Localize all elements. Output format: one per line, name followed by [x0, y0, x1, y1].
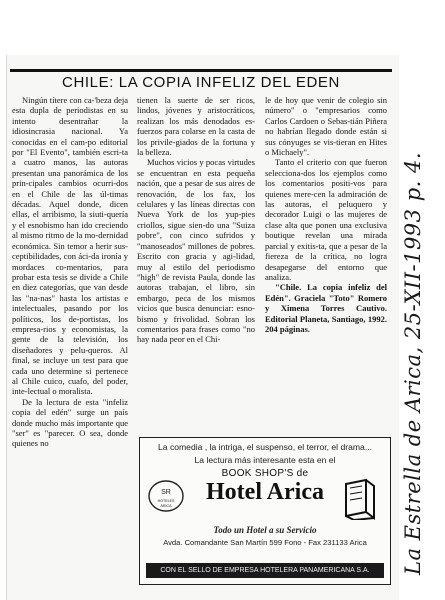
column-1-paragraph-2: De la lectura de esta "infeliz copia del edén" surge un país donde mucho más importante que "ser" es "parecer. O sea, donde quienes no	[12, 396, 128, 449]
hotel-advertisement	[139, 437, 391, 585]
article-headline: CHILE: LA COPIA INFELIZ DEL EDEN	[62, 74, 340, 91]
article-column-1	[12, 95, 128, 595]
ad-hotel-name: Hotel Arica	[206, 479, 324, 505]
column-2-paragraph-1: tienen la suerte de ser ricos, lindos, jóvenes y aristocráticos, realizan los más denodados es-fuerzos para colarse en la casta de los privile-giados de la fortuna y la belleza.	[137, 95, 255, 158]
column-1-paragraph-1: Ningún títere con ca-'beza deja esta dupla de periodistas en su intento desentrañar la idiosincrasia nacional. Ya conocidas en el cam-po editorial por "El Evento", también escri-ta a cuatro manos, las autoras presentan una panorámica de los prin-cipales cambios ocurri-dos en el Chile de las úl-timas décadas. Aquel donde, dicen ellas, el arribismo, la siuti-quería y el esnobismo han ido creciendo al mismo ritmo de la mo-dernidad económica. Sin temor a herir sus-ceptibilidades, con áci-da ironía y mordaces co-mentarios, para probar esta tesis se divide a Chile en diez categorías, que van desde las "na-nas" hasta los artistas e intelectuales, pasando por los políticos, los de-portistas, los empresa-rios y economistas, la gente de la televisión, los diseñadores y pelu-queros. Al final, se incluye un test para que cada uno determine si pertenece al Chile cuico, cuafo, del poder, inte-lectual o moralista.	[12, 95, 128, 397]
ad-slogan: Todo un Hotel a su Servicio	[213, 525, 317, 535]
ad-address: Avda. Comandante San Martín 599 Fono - Fax 231133 Arica	[163, 538, 367, 547]
svg-text:ARICA: ARICA	[160, 504, 172, 508]
handwritten-source-note	[382, 70, 442, 585]
column-2-paragraph-2: Muchos vicios y pocas virtudes se encuentran en esta pequeña nación, que a pesar de sus aires de renovación, de los fax, los celulares y las líneas directas con Nueva York de los yup-pies criollos, sigue sien-do una "Suiza pobre", con cinco sufridos y "manoseados" millones de pobres. Escrito con gracia y agi-lidad, muy al estilo del periodismo "high" de revista Paula, donde las autoras trabajan, el libro, sin embargo, peca de los mismos vicios que busca denunciar: esno-bismo y frivolidad. Sobran los comentarios para frases como "no hay nada peor en el Chi-	[137, 157, 255, 345]
handwritten-note-text: La Estrella de Arica, 25-XII-1993 p. 4.	[401, 151, 425, 575]
ad-subtagline: La lectura más interesante esta en el	[194, 455, 336, 465]
book-icon	[340, 476, 380, 520]
column-3-paragraph-1: le de hoy que venir de colegio sin número" o "empresarios como Carlos Cardoen o Sebas-tián Piñera no habrían llegado donde están si sus cónyuges se vis-tieran en Hites o Michaely".	[265, 95, 387, 158]
svg-text:HOTELES: HOTELES	[157, 499, 175, 503]
article-column-3	[265, 95, 387, 433]
book-reference: "Chile. La copia infeliz del Edén". Graciela "Toto" Romero y Ximena Torres Cautivo. Editorial Planeta, Santiago, 1992. 204 páginas.	[265, 282, 387, 334]
svg-text:SR: SR	[161, 489, 171, 496]
ad-tagline: La comedia , la intriga, el suspenso, el terror, el drama...	[158, 442, 372, 452]
ad-footer-bar: CON EL SELLO DE EMPRESA HOTELERA PANAMERICANA S.A.	[146, 563, 384, 578]
article-column-2	[137, 95, 255, 433]
ad-bookshop-label: BOOK SHOP'S de	[221, 468, 309, 479]
column-3-paragraph-2: Tanto el criterio con que fueron selecciona-dos los ejemplos como los comentarios positi-vos para quienes mere-cen la admiración de las autoras, el peluquero y decorador Luigi o las mujeres de clase alta que ponen una exclusiva boutique revelan una mirada parcial y exitis-ta, que a pesar de la fiereza de la crítica, no logra desapegarse del entorno que analiza.	[265, 157, 387, 282]
